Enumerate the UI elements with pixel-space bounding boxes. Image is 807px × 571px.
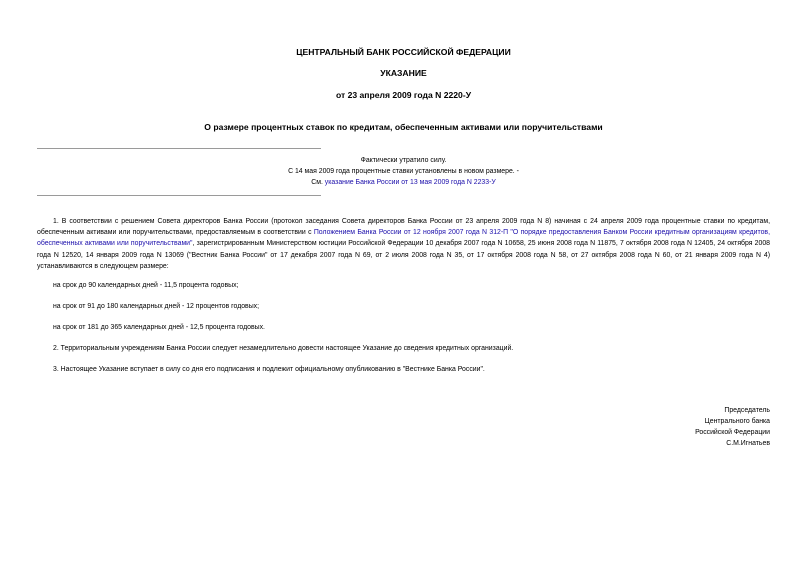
status-note [0,155,807,188]
regulation-312p-link[interactable]: Положением Банка России от 12 ноября 2007 года N 312-П "О порядке предоставления Банком России кредитным организациям кредитов, обеспеченных активами или поручительствами" [37,229,770,248]
signature-org-2: Российской Федерации [695,429,770,436]
status-note-line1: Фактически утратило силу. [360,157,447,164]
signature-block [570,405,770,449]
rate-90-days: на срок до 90 календарных дней - 11,5 процента годовых; [53,282,239,289]
top-divider [37,148,321,149]
paragraph-1-text-b: , зарегистрированным Министерством юстиции Российской Федерации 10 декабря 2007 года N 10658, 25 июня 2008 года N 11875, 7 октября 2008 года N 12405, 24 октября 2008 года N 12520, 14 января 2009 года N 13069 ("Вестник Банка России" от 17 декабря 2007 года N 69, от 2 июля 2008 года N 35, от 17 октября 2008 года N 58, от 27 октября 2008 года N 60, от 21 января 2009 года N 4) устанавливаются в следующем размере: [37,240,770,270]
document-type: УКАЗАНИЕ [380,68,427,78]
signature-position: Председатель [724,407,770,414]
paragraph-1-text-a: 1. В соответствии с решением Совета директоров Банка России (протокол заседания Совета директоров Банка России от 23 апреля 2009 года N 8) начиная с 24 апреля 2009 года процентные ставки по кредитам, обеспеченным активами или поручительствами, предоставляемым в соответствии с [37,218,770,237]
issuer-title: ЦЕНТРАЛЬНЫЙ БАНК РОССИЙСКОЙ ФЕДЕРАЦИИ [296,47,511,57]
status-note-line2: С 14 мая 2009 года процентные ставки установлены в новом размере. - [288,168,519,175]
document-date: от 23 апреля 2009 года N 2220-У [335,90,472,100]
paragraph-1 [37,216,770,272]
signatory-name: С.М.Игнатьев [726,440,770,447]
document-title: О размере процентных ставок по кредитам, обеспеченным активами или поручительствами [204,122,603,132]
paragraph-2: 2. Территориальным учреждениям Банка России следует незамедлительно довести настоящее Указание до сведения кредитных организаций. [53,345,514,352]
status-note-prefix: См. [311,179,325,186]
signature-org-1: Центрального банка [704,418,770,425]
paragraph-3: 3. Настоящее Указание вступает в силу со дня его подписания и подлежит официальному опубликованию в "Вестнике Банка России". [53,366,485,373]
bottom-divider [37,195,321,196]
status-note-line3 [0,177,807,188]
rate-181-365-days: на срок от 181 до 365 календарных дней - 12,5 процента годовых. [53,324,265,331]
replacement-act-link[interactable]: указание Банка России от 13 мая 2009 года N 2233-У [324,179,496,186]
rate-91-180-days: на срок от 91 до 180 календарных дней - 12 процентов годовых; [53,303,260,310]
